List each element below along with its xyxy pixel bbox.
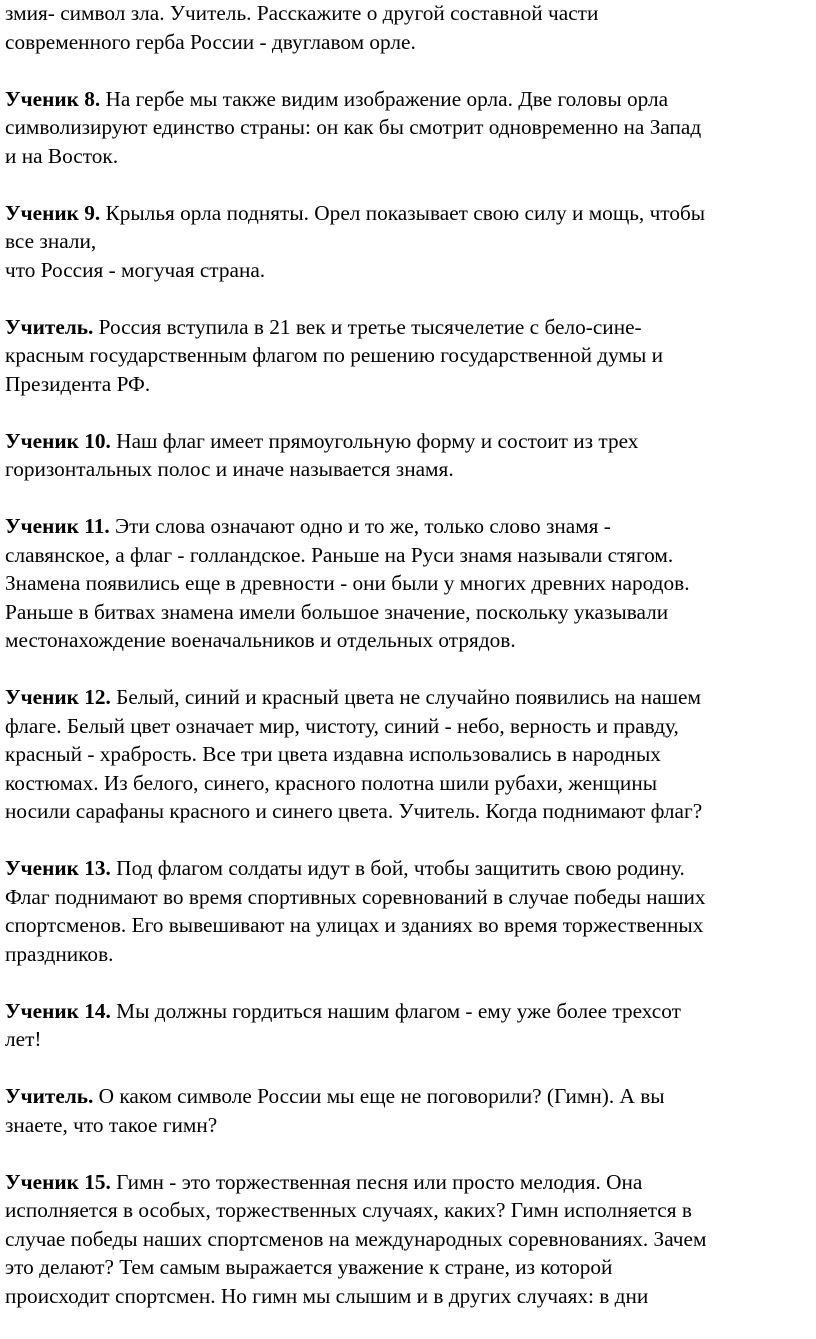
paragraph-text: змия- символ зла. Учитель. Расскажите о другой составной части современного герба России - двуглавом орле. xyxy=(5,1,599,54)
paragraph-student-10 xyxy=(5,427,811,484)
paragraph-student-11 xyxy=(5,512,811,655)
speaker-label: Ученик 14. xyxy=(5,998,111,1023)
speaker-label: Ученик 11. xyxy=(5,514,110,538)
paragraph-text: На гербе мы также видим изображение орла. Две головы орла символизируют единство страны: он как бы смотрит одновременно на Запад и на Восток. xyxy=(5,86,702,168)
speaker-label: Учитель. xyxy=(5,314,94,339)
paragraph-student-12 xyxy=(5,683,811,826)
speaker-label: Ученик 15. xyxy=(5,1169,111,1194)
speaker-label: Ученик 8. xyxy=(5,86,101,111)
paragraph-teacher-2 xyxy=(5,1082,811,1139)
paragraph-text: Под флагом солдаты идут в бой, чтобы защитить свою родину. Флаг поднимают во время спортивных соревнований в случае победы наших спортсменов. Его вывешивают на улицах и зданиях во время торжественных праздников. xyxy=(5,856,706,966)
paragraph-teacher-1 xyxy=(5,313,811,399)
paragraph-text: Россия вступила в 21 век и третье тысячелетие с бело-сине- красным государственным флагом по решению государственной думы и Президента РФ. xyxy=(5,314,664,396)
speaker-label: Ученик 9. xyxy=(5,200,101,225)
speaker-label: Ученик 13. xyxy=(5,856,111,880)
paragraph-text: Эти слова означают одно и то же, только слово знамя - славянское, а флаг - голландское. Раньше на Руси знамя называли стягом. Знамена появились еще в древности - они были у многих древних народов. Раньше в битвах знамена имели большое значение, поскольку указывали местонахождение военачальников и отдельных отрядов. xyxy=(5,514,690,652)
paragraph-student-15 xyxy=(5,1168,811,1311)
paragraph-student-8 xyxy=(5,85,811,171)
speaker-label: Ученик 12. xyxy=(5,685,111,709)
paragraph-text: Наш флаг имеет прямоугольную форму и состоит из трех горизонтальных полос и иначе называется знамя. xyxy=(5,428,639,481)
paragraph-text: О каком символе России мы еще не поговорили? (Гимн). А вы знаете, что такое гимн? xyxy=(5,1084,665,1137)
paragraph-text: Крылья орла подняты. Орел показывает свою силу и мощь, чтобы все знали, что Россия - могучая страна. xyxy=(5,200,706,282)
paragraph-student-14 xyxy=(5,997,811,1054)
paragraph-student-13 xyxy=(5,854,811,968)
paragraph-text: Мы должны гордиться нашим флагом - ему уже более трехсот лет! xyxy=(5,998,681,1051)
speaker-label: Ученик 10. xyxy=(5,428,111,453)
paragraph-text: Гимн - это торжественная песня или просто мелодия. Она исполняется в особых, торжественных случаях, каких? Гимн исполняется в случае победы наших спортсменов на международных соревнованиях. Зачем это делают? Тем самым выражается уважение к стране, из которой происходит спортсмен. Но гимн мы слышим и в других случаях: в дни xyxy=(5,1169,707,1308)
paragraph-text: Белый, синий и красный цвета не случайно появились на нашем флаге. Белый цвет означает мир, чистоту, синий - небо, верность и правду, красный - храбрость. Все три цвета издавна использовались в народных костюмах. Из белого, синего, красного полотна шили рубахи, женщины носили сарафаны красного и синего цвета. Учитель. Когда поднимают флаг? xyxy=(5,685,703,823)
speaker-label: Учитель. xyxy=(5,1084,94,1108)
paragraph-intro xyxy=(5,0,811,56)
paragraph-student-9 xyxy=(5,199,811,285)
document-body xyxy=(5,0,811,1339)
